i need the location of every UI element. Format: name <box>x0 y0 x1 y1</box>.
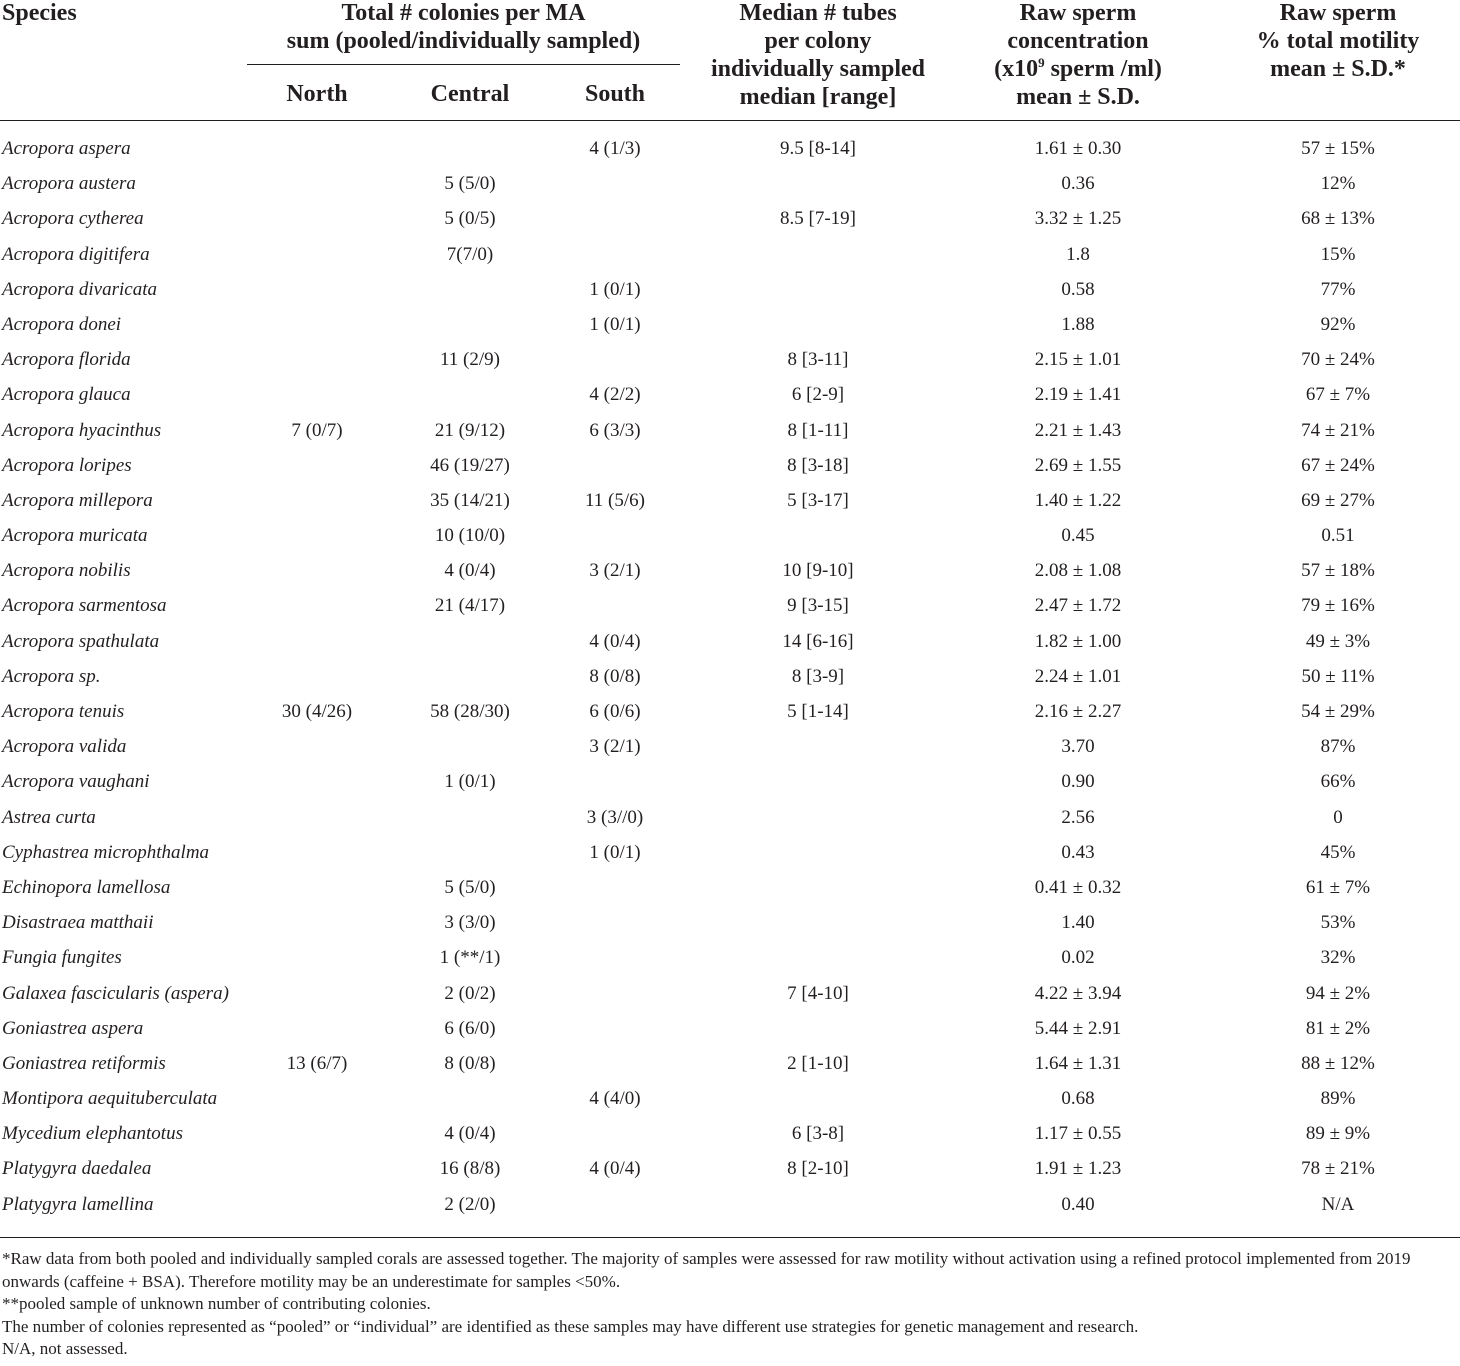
south-cell: 8 (0/8) <box>589 665 641 687</box>
header-colonies-line2: sum (pooled/individually sampled) <box>286 28 641 54</box>
table-row <box>0 131 1460 166</box>
concentration-cell: 1.40 <box>1061 912 1095 934</box>
central-cell: 2 (2/0) <box>444 1193 496 1215</box>
motility-cell: 89% <box>1320 1088 1356 1110</box>
tubes-cell: 8 [1-11] <box>787 419 849 441</box>
south-cell: 6 (0/6) <box>589 701 641 722</box>
motility-cell: 67 ± 7% <box>1305 384 1371 406</box>
central-cell: 1 (**/1) <box>439 947 501 969</box>
south-cell: 1 (0/1) <box>589 841 641 863</box>
motility-cell: 79 ± 16% <box>1301 595 1375 617</box>
species-cell: Acropora donei <box>2 313 122 335</box>
concentration-cell: 1.40 ± 1.22 <box>1034 489 1122 511</box>
species-cell: Acropora valida <box>2 736 127 758</box>
central-cell: 5 (5/0) <box>444 173 496 195</box>
tubes-cell: 8 [3-11] <box>787 349 849 371</box>
table-row <box>0 764 1460 799</box>
south-cell: 3 (2/1) <box>589 736 641 758</box>
central-cell: 35 (14/21) <box>430 489 510 511</box>
species-cell: Montipora aequituberculata <box>2 1088 218 1110</box>
species-cell: Acropora sp. <box>2 665 101 687</box>
species-cell: Acropora aspera <box>2 138 131 159</box>
central-cell: 4 (0/4) <box>444 560 496 582</box>
species-cell: Disastraea matthaii <box>2 912 154 934</box>
table-body <box>0 131 1460 1222</box>
species-cell: Goniastrea retiformis <box>2 1052 166 1074</box>
motility-cell: 89 ± 9% <box>1305 1123 1371 1145</box>
motility-cell: 45% <box>1320 841 1356 863</box>
south-cell: 4 (4/0) <box>589 1088 641 1110</box>
table-row <box>0 1116 1460 1151</box>
header-colonies-rule <box>247 64 680 65</box>
tubes-cell: 6 [2-9] <box>791 384 845 406</box>
central-cell: 16 (8/8) <box>439 1158 501 1180</box>
north-cell: 7 (0/7) <box>291 419 343 441</box>
concentration-cell: 1.17 ± 0.55 <box>1034 1123 1122 1145</box>
concentration-cell: 5.44 ± 2.91 <box>1034 1017 1122 1039</box>
table-row <box>0 905 1460 940</box>
table-row <box>0 518 1460 553</box>
species-cell: Acropora spathulata <box>2 630 160 652</box>
table-row <box>0 413 1460 448</box>
header-tubes-line1: Median # tubes <box>739 0 897 26</box>
concentration-cell: 2.08 ± 1.08 <box>1034 560 1122 582</box>
central-cell: 4 (0/4) <box>444 1123 496 1145</box>
motility-cell: 15% <box>1320 243 1356 265</box>
motility-cell: 57 ± 18% <box>1301 560 1375 582</box>
concentration-cell: 2.21 ± 1.43 <box>1034 419 1122 441</box>
motility-cell: 12% <box>1320 173 1356 195</box>
concentration-cell: 3.70 <box>1061 736 1095 758</box>
motility-cell: 53% <box>1320 912 1356 934</box>
concentration-cell: 2.16 ± 2.27 <box>1034 701 1122 722</box>
species-cell: Echinopora lamellosa <box>2 876 171 898</box>
motility-cell: 78 ± 21% <box>1301 1158 1375 1180</box>
motility-cell: 94 ± 2% <box>1305 982 1371 1004</box>
header-conc-line4: mean ± S.D. <box>1016 84 1140 110</box>
central-cell: 11 (2/9) <box>440 349 500 371</box>
concentration-cell: 2.47 ± 1.72 <box>1034 595 1122 617</box>
species-cell: Cyphastrea microphthalma <box>2 841 210 863</box>
tubes-cell: 8 [3-18] <box>787 454 849 476</box>
central-cell: 58 (28/30) <box>430 701 510 722</box>
central-cell: 1 (0/1) <box>444 771 496 793</box>
concentration-cell: 1.8 <box>1066 243 1090 265</box>
motility-cell: 0 <box>1333 806 1343 828</box>
footnote-asterisk: *Raw data from both pooled and individually sampled corals are assessed together. The majority of samples were assessed for raw motility without activation using a refined protocol implemented from 2019 onwards (caffeine + BSA). Therefore motility may be an underestimate for samples <50%. <box>2 1249 1411 1291</box>
concentration-cell: 0.45 <box>1061 525 1095 547</box>
motility-cell: 67 ± 24% <box>1301 454 1375 476</box>
motility-cell: N/A <box>1321 1193 1355 1215</box>
tubes-cell: 9.5 [8-14] <box>780 138 856 159</box>
motility-cell: 49 ± 3% <box>1305 630 1371 652</box>
central-cell: 21 (9/12) <box>434 419 506 441</box>
table-row <box>0 1081 1460 1116</box>
concentration-cell: 0.90 <box>1061 771 1095 793</box>
species-cell: Acropora austera <box>2 173 136 195</box>
central-cell: 7(7/0) <box>446 243 494 265</box>
table-row <box>0 940 1460 975</box>
table-bottom-rule <box>0 1237 1460 1238</box>
concentration-cell: 0.58 <box>1061 278 1095 300</box>
motility-cell: 50 ± 11% <box>1301 665 1375 687</box>
motility-cell: 77% <box>1320 278 1356 300</box>
table-row <box>0 729 1460 764</box>
south-cell: 11 (5/6) <box>585 489 645 511</box>
central-cell: 5 (5/0) <box>444 876 496 898</box>
table-row <box>0 307 1460 342</box>
table-row <box>0 976 1460 1011</box>
south-cell: 3 (2/1) <box>589 560 641 582</box>
concentration-cell: 1.64 ± 1.31 <box>1034 1052 1122 1074</box>
concentration-cell: 0.02 <box>1061 947 1095 969</box>
south-cell: 1 (0/1) <box>589 278 641 300</box>
concentration-cell: 1.61 ± 0.30 <box>1034 138 1122 159</box>
species-cell: Galaxea fascicularis (aspera) <box>2 982 229 1004</box>
species-cell: Mycedium elephantotus <box>2 1123 183 1145</box>
table-row <box>0 1011 1460 1046</box>
concentration-cell: 2.19 ± 1.41 <box>1034 384 1122 406</box>
central-cell: 21 (4/17) <box>434 595 506 617</box>
header-south: South <box>584 81 646 107</box>
species-cell: Goniastrea aspera <box>2 1017 144 1039</box>
header-motility-line2: % total motility <box>1256 28 1420 54</box>
central-cell: 8 (0/8) <box>444 1052 496 1074</box>
concentration-cell: 0.36 <box>1061 173 1095 195</box>
south-cell: 4 (0/4) <box>589 630 641 652</box>
tubes-cell: 6 [3-8] <box>791 1123 845 1145</box>
motility-cell: 0.51 <box>1321 525 1355 547</box>
table-row <box>0 377 1460 412</box>
species-cell: Acropora nobilis <box>2 560 131 582</box>
south-cell: 6 (3/3) <box>589 419 641 441</box>
motility-cell: 70 ± 24% <box>1301 349 1375 371</box>
species-cell: Astrea curta <box>2 806 96 828</box>
south-cell: 3 (3//0) <box>586 806 644 828</box>
tubes-cell: 14 [6-16] <box>782 630 854 652</box>
table-row <box>0 1151 1460 1186</box>
concentration-cell: 1.88 <box>1061 313 1095 335</box>
table-row <box>0 800 1460 835</box>
table-row <box>0 1187 1460 1222</box>
tubes-cell: 8 [3-9] <box>791 665 845 687</box>
north-cell: 30 (4/26) <box>281 701 353 722</box>
header-bottom-rule <box>0 120 1460 121</box>
species-cell: Acropora millepora <box>2 489 153 511</box>
table-row <box>0 553 1460 588</box>
south-cell: 1 (0/1) <box>589 313 641 335</box>
header-colonies-line1: Total # colonies per MA <box>341 0 586 26</box>
header-central: Central <box>430 81 510 107</box>
species-cell: Acropora florida <box>2 349 131 371</box>
concentration-cell: 4.22 ± 3.94 <box>1034 982 1122 1004</box>
table-row <box>0 166 1460 201</box>
table-row <box>0 624 1460 659</box>
table-row <box>0 835 1460 870</box>
species-cell: Platygyra daedalea <box>2 1158 152 1180</box>
species-cell: Acropora loripes <box>2 454 132 476</box>
concentration-cell: 3.32 ± 1.25 <box>1034 208 1122 230</box>
motility-cell: 87% <box>1320 736 1356 758</box>
concentration-cell: 2.56 <box>1061 806 1095 828</box>
species-cell: Acropora sarmentosa <box>2 595 167 617</box>
table-row <box>0 237 1460 272</box>
south-cell: 4 (1/3) <box>589 138 641 159</box>
header-tubes-line4: median [range] <box>739 84 897 110</box>
species-cell: Acropora cytherea <box>2 208 144 230</box>
species-cell: Acropora tenuis <box>2 701 125 722</box>
species-cell: Acropora divaricata <box>2 278 157 300</box>
table-row <box>0 588 1460 623</box>
species-cell: Fungia fungites <box>2 947 122 969</box>
header-conc-line3-sup: 9 <box>1038 55 1045 70</box>
motility-cell: 57 ± 15% <box>1301 138 1375 159</box>
header-tubes-line2: per colony <box>764 28 872 54</box>
header-conc-line3 <box>968 55 1188 83</box>
motility-cell: 74 ± 21% <box>1301 419 1375 441</box>
south-cell: 4 (0/4) <box>589 1158 641 1180</box>
header-motility-line3: mean ± S.D.* <box>1270 56 1406 82</box>
central-cell: 10 (10/0) <box>434 525 506 547</box>
motility-cell: 69 ± 27% <box>1301 489 1375 511</box>
header-conc-line1: Raw sperm <box>1019 0 1137 26</box>
central-cell: 3 (3/0) <box>444 912 496 934</box>
concentration-cell: 1.91 ± 1.23 <box>1034 1158 1122 1180</box>
species-cell: Acropora digitifera <box>2 243 150 265</box>
species-cell: Acropora vaughani <box>2 771 150 793</box>
motility-cell: 68 ± 13% <box>1301 208 1375 230</box>
central-cell: 46 (19/27) <box>430 454 510 476</box>
motility-cell: 81 ± 2% <box>1305 1017 1371 1039</box>
table-row <box>0 694 1460 729</box>
motility-cell: 92% <box>1320 313 1356 335</box>
table-row <box>0 659 1460 694</box>
table-row <box>0 448 1460 483</box>
tubes-cell: 9 [3-15] <box>787 595 849 617</box>
south-cell: 4 (2/2) <box>589 384 641 406</box>
concentration-cell: 1.82 ± 1.00 <box>1034 630 1122 652</box>
concentration-cell: 0.41 ± 0.32 <box>1034 876 1122 898</box>
header-motility-line1: Raw sperm <box>1279 0 1397 26</box>
header-conc-line3-post: sperm /ml) <box>1044 56 1162 82</box>
footnote-na: N/A, not assessed. <box>2 1339 128 1358</box>
central-cell: 2 (0/2) <box>444 982 496 1004</box>
tubes-cell: 5 [3-17] <box>787 489 849 511</box>
tubes-cell: 7 [4-10] <box>787 982 849 1004</box>
footnote-pooled-individual: The number of colonies represented as “pooled” or “individual” are identified as these samples may have different use strategies for genetic management and research. <box>2 1316 1139 1336</box>
tubes-cell: 5 [1-14] <box>787 701 849 722</box>
species-cell: Acropora hyacinthus <box>2 419 162 441</box>
header-north: North <box>286 81 348 107</box>
table-row <box>0 342 1460 377</box>
header-conc-line2: concentration <box>1007 28 1149 54</box>
footnote-double-asterisk: **pooled sample of unknown number of contributing colonies. <box>2 1294 431 1313</box>
concentration-cell: 2.15 ± 1.01 <box>1034 349 1122 371</box>
tubes-cell: 8.5 [7-19] <box>780 208 856 230</box>
north-cell: 13 (6/7) <box>286 1052 348 1074</box>
species-cell: Platygyra lamellina <box>2 1193 154 1215</box>
central-cell: 6 (6/0) <box>444 1017 496 1039</box>
header-species: Species <box>2 0 77 26</box>
footnotes <box>2 1248 1457 1361</box>
header-conc-line3-pre: (x10 <box>994 56 1039 82</box>
header-tubes-line3: individually sampled <box>710 56 926 82</box>
concentration-cell: 0.40 <box>1061 1193 1095 1215</box>
motility-cell: 61 ± 7% <box>1305 876 1371 898</box>
table-row <box>0 870 1460 905</box>
table-row <box>0 1046 1460 1081</box>
concentration-cell: 2.69 ± 1.55 <box>1034 454 1122 476</box>
motility-cell: 88 ± 12% <box>1301 1052 1375 1074</box>
table-row <box>0 272 1460 307</box>
motility-cell: 32% <box>1320 947 1356 969</box>
tubes-cell: 2 [1-10] <box>787 1052 849 1074</box>
tubes-cell: 10 [9-10] <box>782 560 854 582</box>
motility-cell: 66% <box>1320 771 1356 793</box>
table-row <box>0 483 1460 518</box>
species-cell: Acropora glauca <box>2 384 131 406</box>
species-cell: Acropora muricata <box>2 525 148 547</box>
concentration-cell: 0.68 <box>1061 1088 1095 1110</box>
concentration-cell: 0.43 <box>1061 841 1095 863</box>
central-cell: 5 (0/5) <box>444 208 496 230</box>
concentration-cell: 2.24 ± 1.01 <box>1034 665 1122 687</box>
table-row <box>0 201 1460 236</box>
tubes-cell: 8 [2-10] <box>787 1158 849 1180</box>
motility-cell: 54 ± 29% <box>1301 701 1375 722</box>
